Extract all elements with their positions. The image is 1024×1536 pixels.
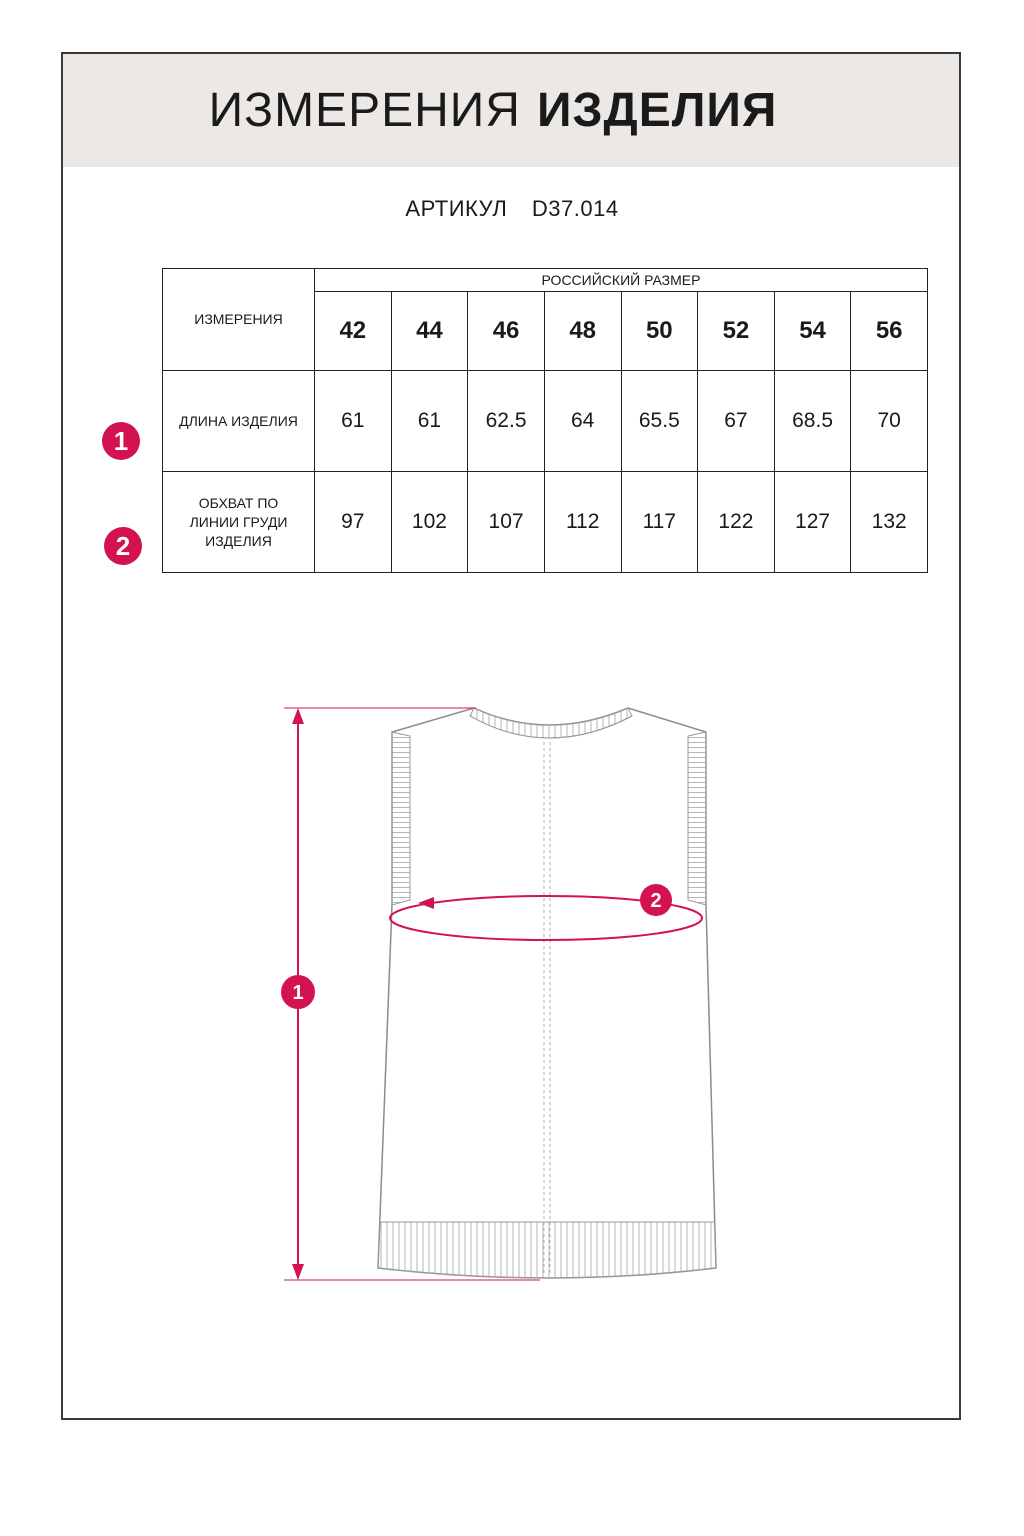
table-cell: 68.5 [774,371,851,472]
article-label: АРТИКУЛ [405,196,508,221]
article-code: D37.014 [531,196,619,221]
table-cell: 127 [774,472,851,573]
title-bold: ИЗДЕЛИЯ [536,84,778,137]
length-arrow-top [292,708,304,724]
title-light: ИЗМЕРЕНИЯ [208,84,521,137]
table-cell: 62.5 [468,371,545,472]
row-label-line: ИЗДЕЛИЯ [205,532,272,549]
size-header: 54 [774,292,851,371]
size-header: 42 [315,292,392,371]
length-marker-label: 1 [292,982,304,1004]
size-header: 52 [698,292,775,371]
hem-rib [378,1222,716,1278]
row-label-line: ОБХВАТ ПО [198,494,279,511]
length-arrow-bottom [292,1264,304,1280]
row-marker-1: 1 [102,422,140,460]
table-cell: 67 [698,371,775,472]
group-header: РОССИЙСКИЙ РАЗМЕР [315,269,928,292]
table-cell: 70 [851,371,928,472]
table-cell: 122 [698,472,775,573]
row-marker-2: 2 [104,527,142,565]
table-cell: 107 [468,472,545,573]
left-armhole-rib [392,732,410,905]
measure-header: ИЗМЕРЕНИЯ [163,269,315,371]
table-cell: 61 [315,371,392,472]
row-label-length: ДЛИНА ИЗДЕЛИЯ [163,371,315,472]
table-cell: 65.5 [621,371,698,472]
size-header: 48 [544,292,621,371]
table-cell: 61 [391,371,468,472]
chest-marker-label: 2 [650,890,662,912]
table-cell: 117 [621,472,698,573]
size-header: 46 [468,292,545,371]
size-header: 56 [851,292,928,371]
row-label-line: ЛИНИИ ГРУДИ [189,513,288,530]
size-header: 50 [621,292,698,371]
size-header: 44 [391,292,468,371]
table-cell: 132 [851,472,928,573]
garment-outline [378,708,716,1278]
table-cell: 64 [544,371,621,472]
table-cell: 112 [544,472,621,573]
table-cell: 102 [391,472,468,573]
table-cell: 97 [315,472,392,573]
right-armhole-rib [688,732,706,905]
